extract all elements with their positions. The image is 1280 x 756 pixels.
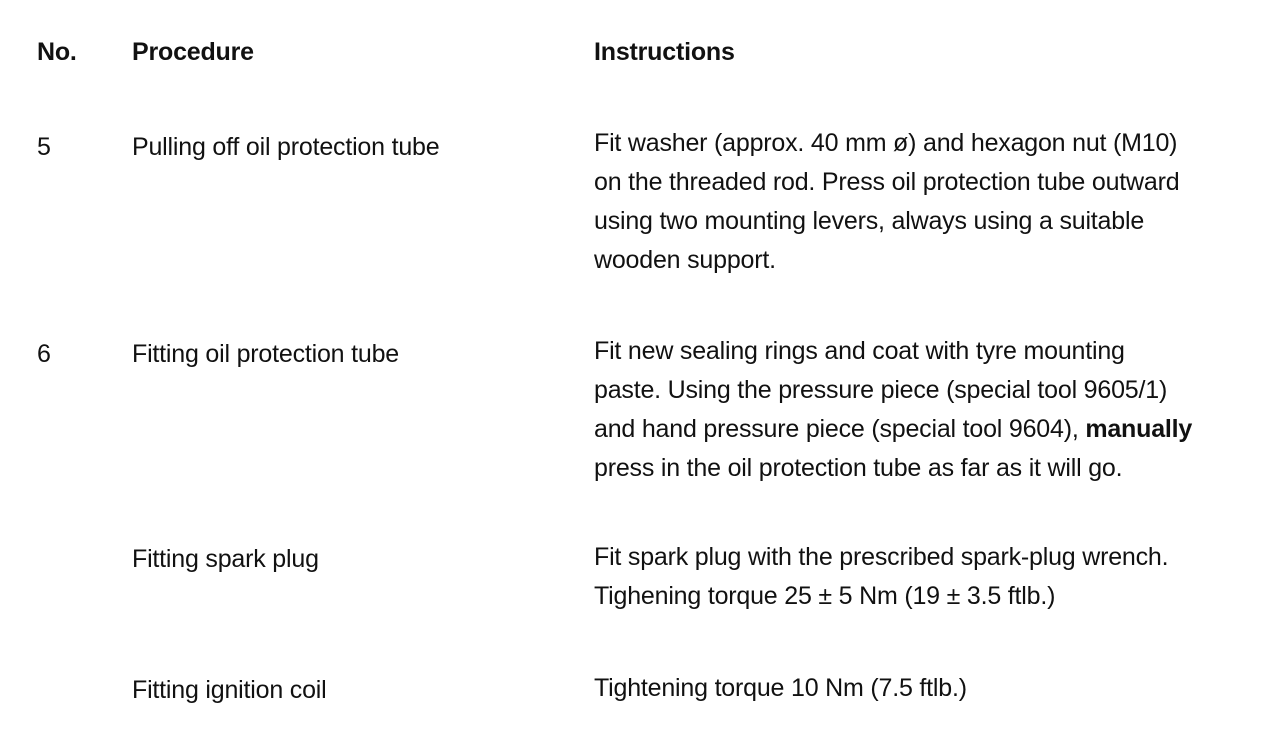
column-header-instructions: Instructions [594, 38, 735, 66]
instruction-line [594, 410, 1264, 449]
instruction-line: press in the oil protection tube as far as it will go. [594, 454, 1123, 482]
procedure-name: Fitting oil protection tube [132, 340, 399, 368]
instruction-text [594, 669, 1264, 708]
procedure-name: Pulling off oil protection tube [132, 133, 440, 161]
emphasis-text: manually [1085, 415, 1193, 443]
instruction-line-text: and hand pressure piece (special tool 9604), [594, 415, 1079, 443]
instruction-line: using two mounting levers, always using a suitable [594, 207, 1145, 235]
instruction-line: on the threaded rod. Press oil protection tube outward [594, 168, 1180, 196]
procedure-name: Fitting ignition coil [132, 676, 327, 704]
instruction-line: Fit new sealing rings and coat with tyre mounting [594, 337, 1125, 365]
column-header-procedure: Procedure [132, 38, 254, 66]
step-number: 5 [37, 133, 51, 161]
instruction-text [594, 538, 1264, 616]
instruction-line: Fit washer (approx. 40 mm ø) and hexagon nut (M10) [594, 129, 1178, 157]
procedure-name: Fitting spark plug [132, 545, 319, 573]
step-number: 6 [37, 340, 51, 368]
instruction-text [594, 332, 1264, 488]
instruction-line: Tightening torque 10 Nm (7.5 ftlb.) [594, 674, 967, 702]
instruction-text [594, 124, 1264, 280]
column-header-no: No. [37, 38, 77, 66]
instruction-line: wooden support. [594, 246, 776, 274]
instruction-line: Tighening torque 25 ± 5 Nm (19 ± 3.5 ftlb.) [594, 582, 1056, 610]
instruction-line: Fit spark plug with the prescribed spark-plug wrench. [594, 543, 1169, 571]
instruction-line: paste. Using the pressure piece (special tool 9605/1) [594, 376, 1168, 404]
